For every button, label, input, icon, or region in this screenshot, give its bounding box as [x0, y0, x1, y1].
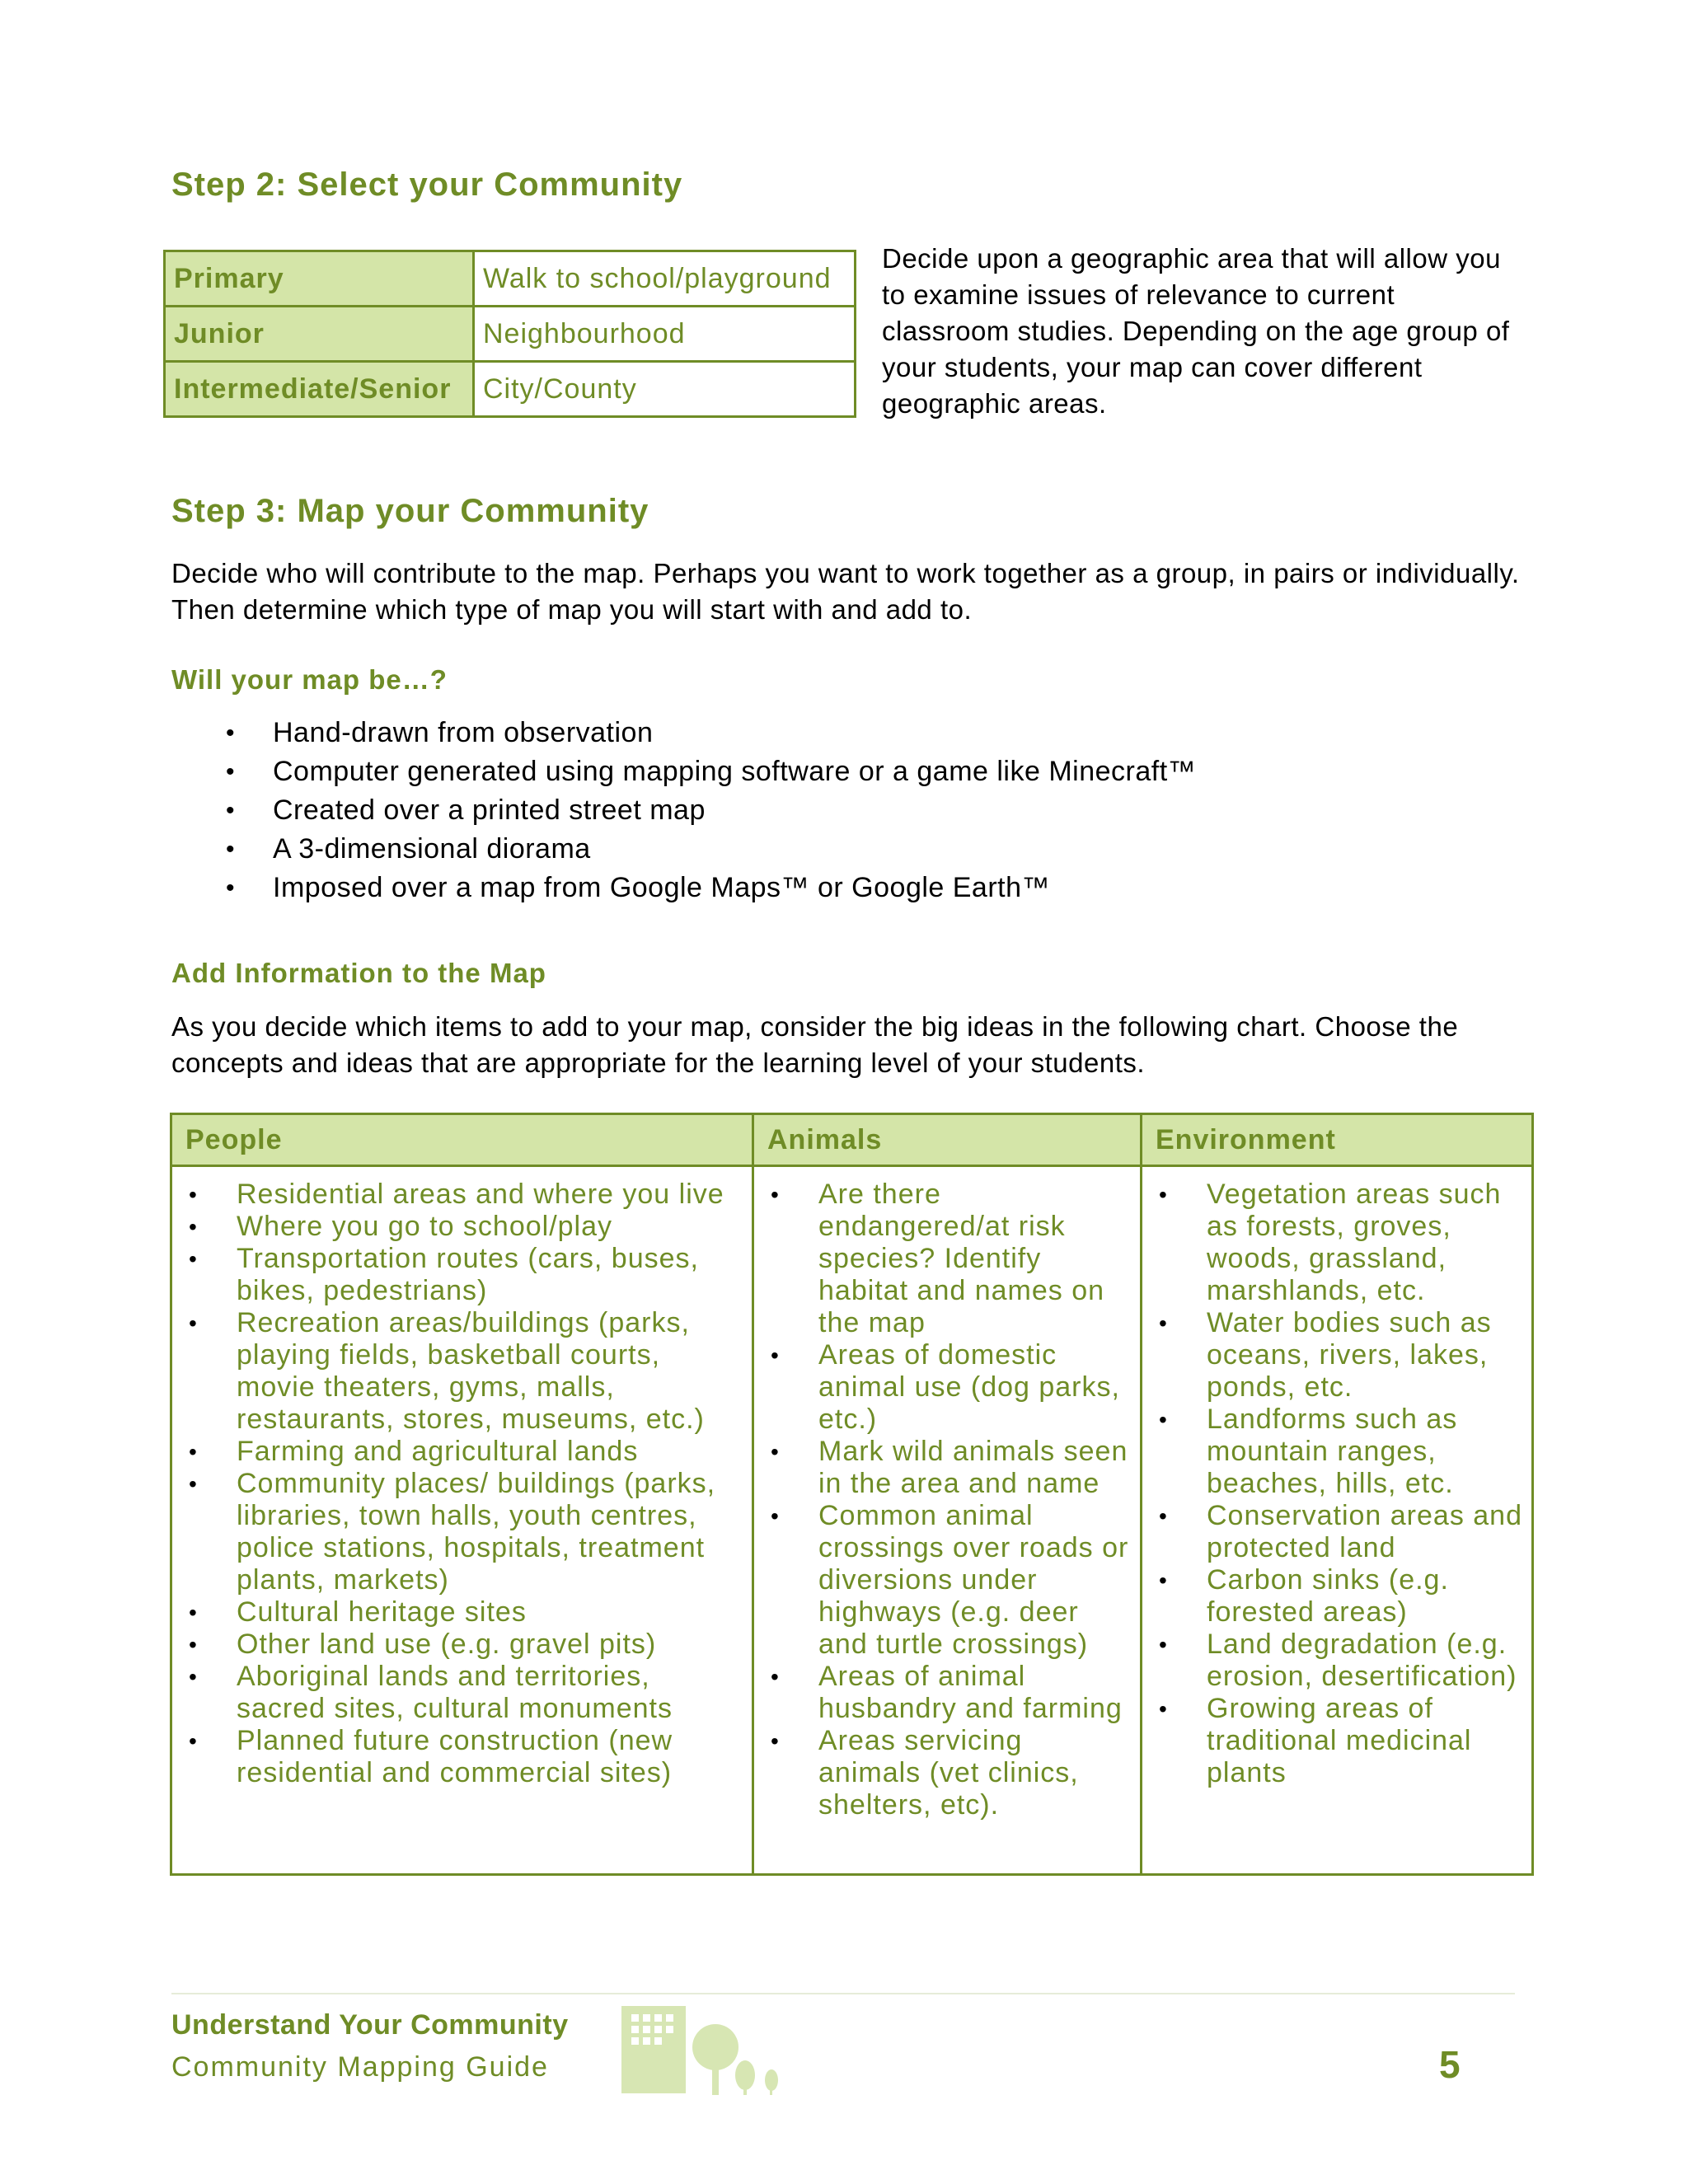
column-header-animals: Animals [753, 1114, 1142, 1166]
bullet-icon: • [771, 1503, 780, 1529]
footer-subtitle: Community Mapping Guide [171, 2051, 549, 2083]
environment-list [1142, 1179, 1531, 1789]
table-row [165, 251, 856, 307]
level-value: City/County [474, 362, 856, 417]
list-item: • Where you go to school/play [189, 1211, 613, 1242]
list-item: • Carbon sinks (e.g. forested areas) [1159, 1564, 1449, 1628]
list-item: • Planned future construction (new residential and commercial sites) [189, 1725, 673, 1788]
bullet-icon: • [189, 1600, 198, 1625]
list-item: • Imposed over a map from Google Maps™ or Google Earth™ [171, 869, 1573, 907]
list-item: • Areas servicing animals (vet clinics, shelters, etc). [771, 1725, 1079, 1821]
list-item: • Areas of domestic animal use (dog parks, etc.) [771, 1339, 1120, 1435]
level-label: Intermediate/Senior [165, 362, 474, 417]
list-item: • Farming and agricultural lands [189, 1436, 639, 1467]
footer-title: Understand Your Community [171, 2009, 569, 2041]
step2-description: Decide upon a geographic area that will allow you to examine issues of relevance to current classroom studies. Depending on the age group of your students, your map can cover different geographic areas. [882, 243, 1510, 419]
bullet-icon: • [1159, 1310, 1168, 1336]
list-item: • Mark wild animals seen in the area and name [771, 1436, 1128, 1499]
page-number: 5 [1439, 2043, 1461, 2086]
bullet-icon: • [771, 1182, 780, 1207]
bullet-icon: • [1159, 1696, 1168, 1722]
column-header-environment: Environment [1142, 1114, 1533, 1166]
list-item: • Community places/ buildings (parks, libraries, town halls, youth centres, police stations, hospitals, treatment plants, markets) [189, 1468, 716, 1596]
people-list [172, 1179, 752, 1789]
list-item: • Are there endangered/at risk species? Identify habitat and names on the map [771, 1179, 1105, 1338]
animals-cell [753, 1166, 1142, 1875]
bullet-icon: • [771, 1343, 780, 1368]
level-label: Primary [165, 251, 474, 307]
map-type-question: Will your map be…? [171, 664, 448, 695]
list-item: • Areas of animal husbandry and farming [771, 1661, 1123, 1724]
column-header-people: People [171, 1114, 753, 1166]
list-item: • Residential areas and where you live [189, 1179, 724, 1210]
bullet-icon: • [226, 874, 236, 902]
animals-list [754, 1179, 1140, 1821]
level-label: Junior [165, 307, 474, 362]
list-item: • Computer generated using mapping software or a game like Minecraft™ [171, 752, 1573, 791]
big-ideas-table [170, 1113, 1534, 1876]
bullet-icon: • [189, 1439, 198, 1465]
list-item: • Recreation areas/buildings (parks, playing fields, basketball courts, movie theaters, gyms, malls, restaurants, stores, museums, etc.) [189, 1307, 705, 1435]
list-item: • Transportation routes (cars, buses, bikes, pedestrians) [189, 1243, 699, 1306]
step3-intro: Decide who will contribute to the map. Perhaps you want to work together as a group, in pairs or individually. Then determine which type of map you will start with and add to. [171, 558, 1520, 625]
bullet-icon: • [226, 719, 236, 747]
list-item: • Landforms such as mountain ranges, beaches, hills, etc. [1159, 1404, 1458, 1499]
list-item: • Growing areas of traditional medicinal plants [1159, 1693, 1472, 1788]
bullet-icon: • [771, 1664, 780, 1690]
bullet-icon: • [1159, 1182, 1168, 1207]
step3-heading: Step 3: Map your Community [171, 493, 649, 529]
step2-heading: Step 2: Select your Community [171, 166, 683, 203]
list-item: • A 3-dimensional diorama [171, 830, 1573, 869]
add-info-heading: Add Information to the Map [171, 958, 546, 988]
list-item: • Created over a printed street map [171, 791, 1573, 830]
bullet-icon: • [189, 1471, 198, 1497]
bullet-icon: • [226, 758, 236, 785]
list-item: • Aboriginal lands and territories, sacred sites, cultural monuments [189, 1661, 673, 1724]
level-value: Neighbourhood [474, 307, 856, 362]
environment-cell [1142, 1166, 1533, 1875]
list-item: • Other land use (e.g. gravel pits) [189, 1629, 657, 1660]
map-type-list [171, 714, 1573, 907]
list-item: • Common animal crossings over roads or diversions under highways (e.g. deer and turtle crossings) [771, 1500, 1129, 1660]
list-item: • Land degradation (e.g. erosion, desertification) [1159, 1629, 1517, 1692]
bullet-icon: • [189, 1214, 198, 1240]
list-item: • Conservation areas and protected land [1159, 1500, 1523, 1563]
bullet-icon: • [1159, 1503, 1168, 1529]
table-header-row [171, 1114, 1533, 1166]
bullet-icon: • [189, 1632, 198, 1657]
list-item: • Water bodies such as oceans, rivers, lakes, ponds, etc. [1159, 1307, 1492, 1403]
list-item: • Vegetation areas such as forests, groves, woods, grassland, marshlands, etc. [1159, 1179, 1502, 1306]
bullet-icon: • [226, 836, 236, 863]
level-value: Walk to school/playground [474, 251, 856, 307]
bullet-icon: • [189, 1310, 198, 1336]
list-item: • Cultural heritage sites [189, 1596, 527, 1628]
table-row [165, 362, 856, 417]
bullet-icon: • [226, 797, 236, 824]
footer-divider [171, 1993, 1515, 1994]
bullet-icon: • [189, 1664, 198, 1690]
bullet-icon: • [1159, 1568, 1168, 1593]
bullet-icon: • [1159, 1407, 1168, 1432]
level-table [163, 250, 856, 418]
bullet-icon: • [771, 1439, 780, 1465]
building-and-trees-icon [620, 2004, 785, 2097]
people-cell [171, 1166, 753, 1875]
bullet-icon: • [189, 1182, 198, 1207]
list-item: • Hand-drawn from observation [171, 714, 1573, 752]
table-row [165, 307, 856, 362]
table-row [171, 1166, 1533, 1875]
add-info-intro: As you decide which items to add to your map, consider the big ideas in the following chart. Choose the concepts and ideas that are appropriate for the learning level of your students. [171, 1011, 1459, 1078]
bullet-icon: • [189, 1246, 198, 1272]
bullet-icon: • [771, 1728, 780, 1754]
bullet-icon: • [189, 1728, 198, 1754]
bullet-icon: • [1159, 1632, 1168, 1657]
